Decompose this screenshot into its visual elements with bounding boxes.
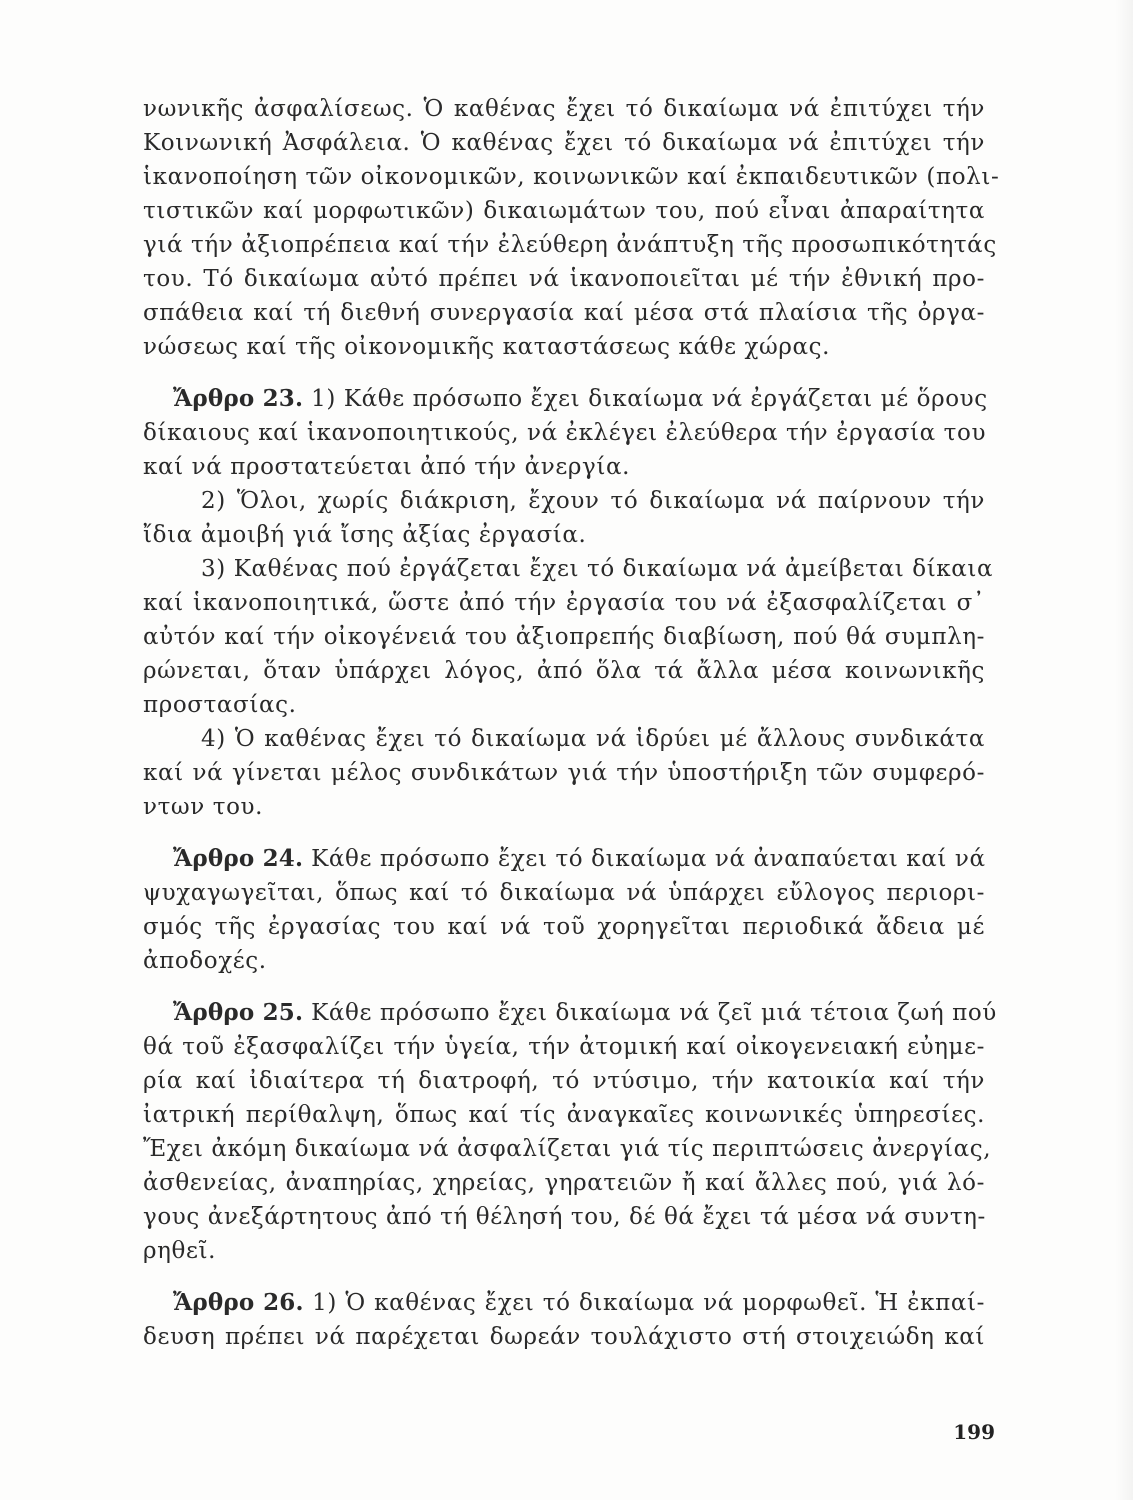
text-line: 4) Ὁ καθένας ἔχει τό δικαίωμα νά ἱδρύει μέ ἄλλους συνδικάτα xyxy=(201,726,985,752)
text-line: Ἄρθρο 26. 1) Ὁ καθένας ἔχει τό δικαίωμα νά μορφωθεῖ. Ἡ ἐκπαί- xyxy=(173,1289,985,1316)
text-line: ἀσθενείας, ἀναπηρίας, χηρείας, γηρατειῶν ἤ καί ἄλλες πού, γιά λό- xyxy=(143,1170,985,1196)
text-line: καί νά γίνεται μέλος συνδικάτων γιά τήν ὑποστήριξη τῶν συμφερό- xyxy=(143,760,985,786)
text-line: ντων του. xyxy=(143,794,264,820)
text-line: δίκαιους καί ἱκανοποιητικούς, νά ἐκλέγει ἐλεύθερα τήν ἐργασία του xyxy=(143,420,987,446)
article-23 xyxy=(143,382,994,824)
article-26-heading: Ἄρθρο 26. xyxy=(173,1289,304,1316)
text-line: ρηθεῖ. xyxy=(143,1238,216,1264)
text-line: ἴδια ἀμοιβή γιά ἴσης ἀξίας ἐργασία. xyxy=(143,522,587,548)
text-line: ρία καί ἰδιαίτερα τή διατροφή, τό ντύσιμο, τήν κατοικία καί τήν xyxy=(143,1068,985,1094)
text-line: τιστικῶν καί μορφωτικῶν) δικαιωμάτων του, πού εἶναι ἀπαραίτητα xyxy=(143,198,985,224)
text-line: ἀποδοχές. xyxy=(143,948,267,974)
text-line: νωνικῆς ἀσφαλίσεως. Ὁ καθένας ἔχει τό δικαίωμα νά ἐπιτύχει τήν xyxy=(143,96,985,122)
text-line: αὐτόν καί τήν οἰκογένειά του ἀξιοπρεπής διαβίωση, πού θά συμπλη- xyxy=(143,624,985,650)
article-26 xyxy=(143,1286,985,1354)
text-line: 3) Καθένας πού ἐργάζεται ἔχει τό δικαίωμα νά ἀμείβεται δίκαια xyxy=(201,556,994,582)
text-line: δευση πρέπει νά παρέχεται δωρεάν τουλάχιστο στή στοιχειώδη καί xyxy=(143,1324,985,1350)
page-number: 199 xyxy=(953,1420,995,1444)
text-line: νώσεως καί τῆς οἰκονομικῆς καταστάσεως κάθε χώρας. xyxy=(143,334,831,360)
paragraph-article-22-continuation xyxy=(143,92,1000,364)
article-25-heading: Ἄρθρο 25. xyxy=(173,999,304,1026)
text-line: σπάθεια καί τή διεθνή συνεργασία καί μέσα στά πλαίσια τῆς ὀργα- xyxy=(143,300,985,326)
text-line: ψυχαγωγεῖται, ὅπως καί τό δικαίωμα νά ὑπάρχει εὔλογος περιορι- xyxy=(143,880,985,906)
text-line: θά τοῦ ἐξασφαλίζει τήν ὑγεία, τήν ἀτομική καί οἰκογενειακή εὐημε- xyxy=(143,1034,985,1060)
text-line: ρώνεται, ὅταν ὑπάρχει λόγος, ἀπό ὅλα τά ἄλλα μέσα κοινωνικῆς xyxy=(143,658,985,684)
article-23-heading: Ἄρθρο 23. xyxy=(173,385,304,412)
text-line: καί ἱκανοποιητικά, ὥστε ἀπό τήν ἐργασία του νά ἐξασφαλίζεται σ᾽ xyxy=(143,590,985,616)
text-line: προστασίας. xyxy=(143,692,297,718)
article-24-heading: Ἄρθρο 24. xyxy=(173,845,304,872)
text-line: καί νά προστατεύεται ἀπό τήν ἀνεργία. xyxy=(143,454,630,480)
text-line: γους ἀνεξάρτητους ἀπό τή θέλησή του, δέ θά ἔχει τά μέσα νά συντη- xyxy=(143,1204,986,1230)
text-line: Ἔχει ἀκόμη δικαίωμα νά ἀσφαλίζεται γιά τίς περιπτώσεις ἀνεργίας, xyxy=(143,1136,992,1162)
text-line: Ἄρθρο 23. 1) Κάθε πρόσωπο ἔχει δικαίωμα νά ἐργάζεται μέ ὅρους xyxy=(173,385,988,412)
text-line: Κοινωνική Ἀσφάλεια. Ὁ καθένας ἔχει τό δικαίωμα νά ἐπιτύχει τήν xyxy=(143,130,985,156)
page-edge-shadow xyxy=(1115,0,1133,1500)
text-line: σμός τῆς ἐργασίας του καί νά τοῦ χορηγεῖται περιοδικά ἄδεια μέ xyxy=(143,914,985,940)
text-line: ἰατρική περίθαλψη, ὅπως καί τίς ἀναγκαῖες κοινωνικές ὑπηρεσίες. xyxy=(143,1102,985,1128)
article-25 xyxy=(143,996,997,1268)
text-line: 2) Ὅλοι, χωρίς διάκριση, ἔχουν τό δικαίωμα νά παίρνουν τήν xyxy=(201,488,985,514)
text-line: ἱκανοποίηση τῶν οἰκονομικῶν, κοινωνικῶν καί ἐκπαιδευτικῶν (πολι- xyxy=(143,164,1000,190)
text-line: του. Τό δικαίωμα αὐτό πρέπει νά ἱκανοποιεῖται μέ τήν ἐθνική προ- xyxy=(143,266,985,292)
text-line: Ἄρθρο 25. Κάθε πρόσωπο ἔχει δικαίωμα νά ζεῖ μιά τέτοια ζωή πού xyxy=(173,999,997,1026)
page-text xyxy=(143,92,1000,1354)
text-line: γιά τήν ἀξιοπρέπεια καί τήν ἐλεύθερη ἀνάπτυξη τῆς προσωπικότητάς xyxy=(143,232,997,258)
text-line: Ἄρθρο 24. Κάθε πρόσωπο ἔχει τό δικαίωμα νά ἀναπαύεται καί νά xyxy=(173,845,986,872)
article-24 xyxy=(143,842,985,978)
